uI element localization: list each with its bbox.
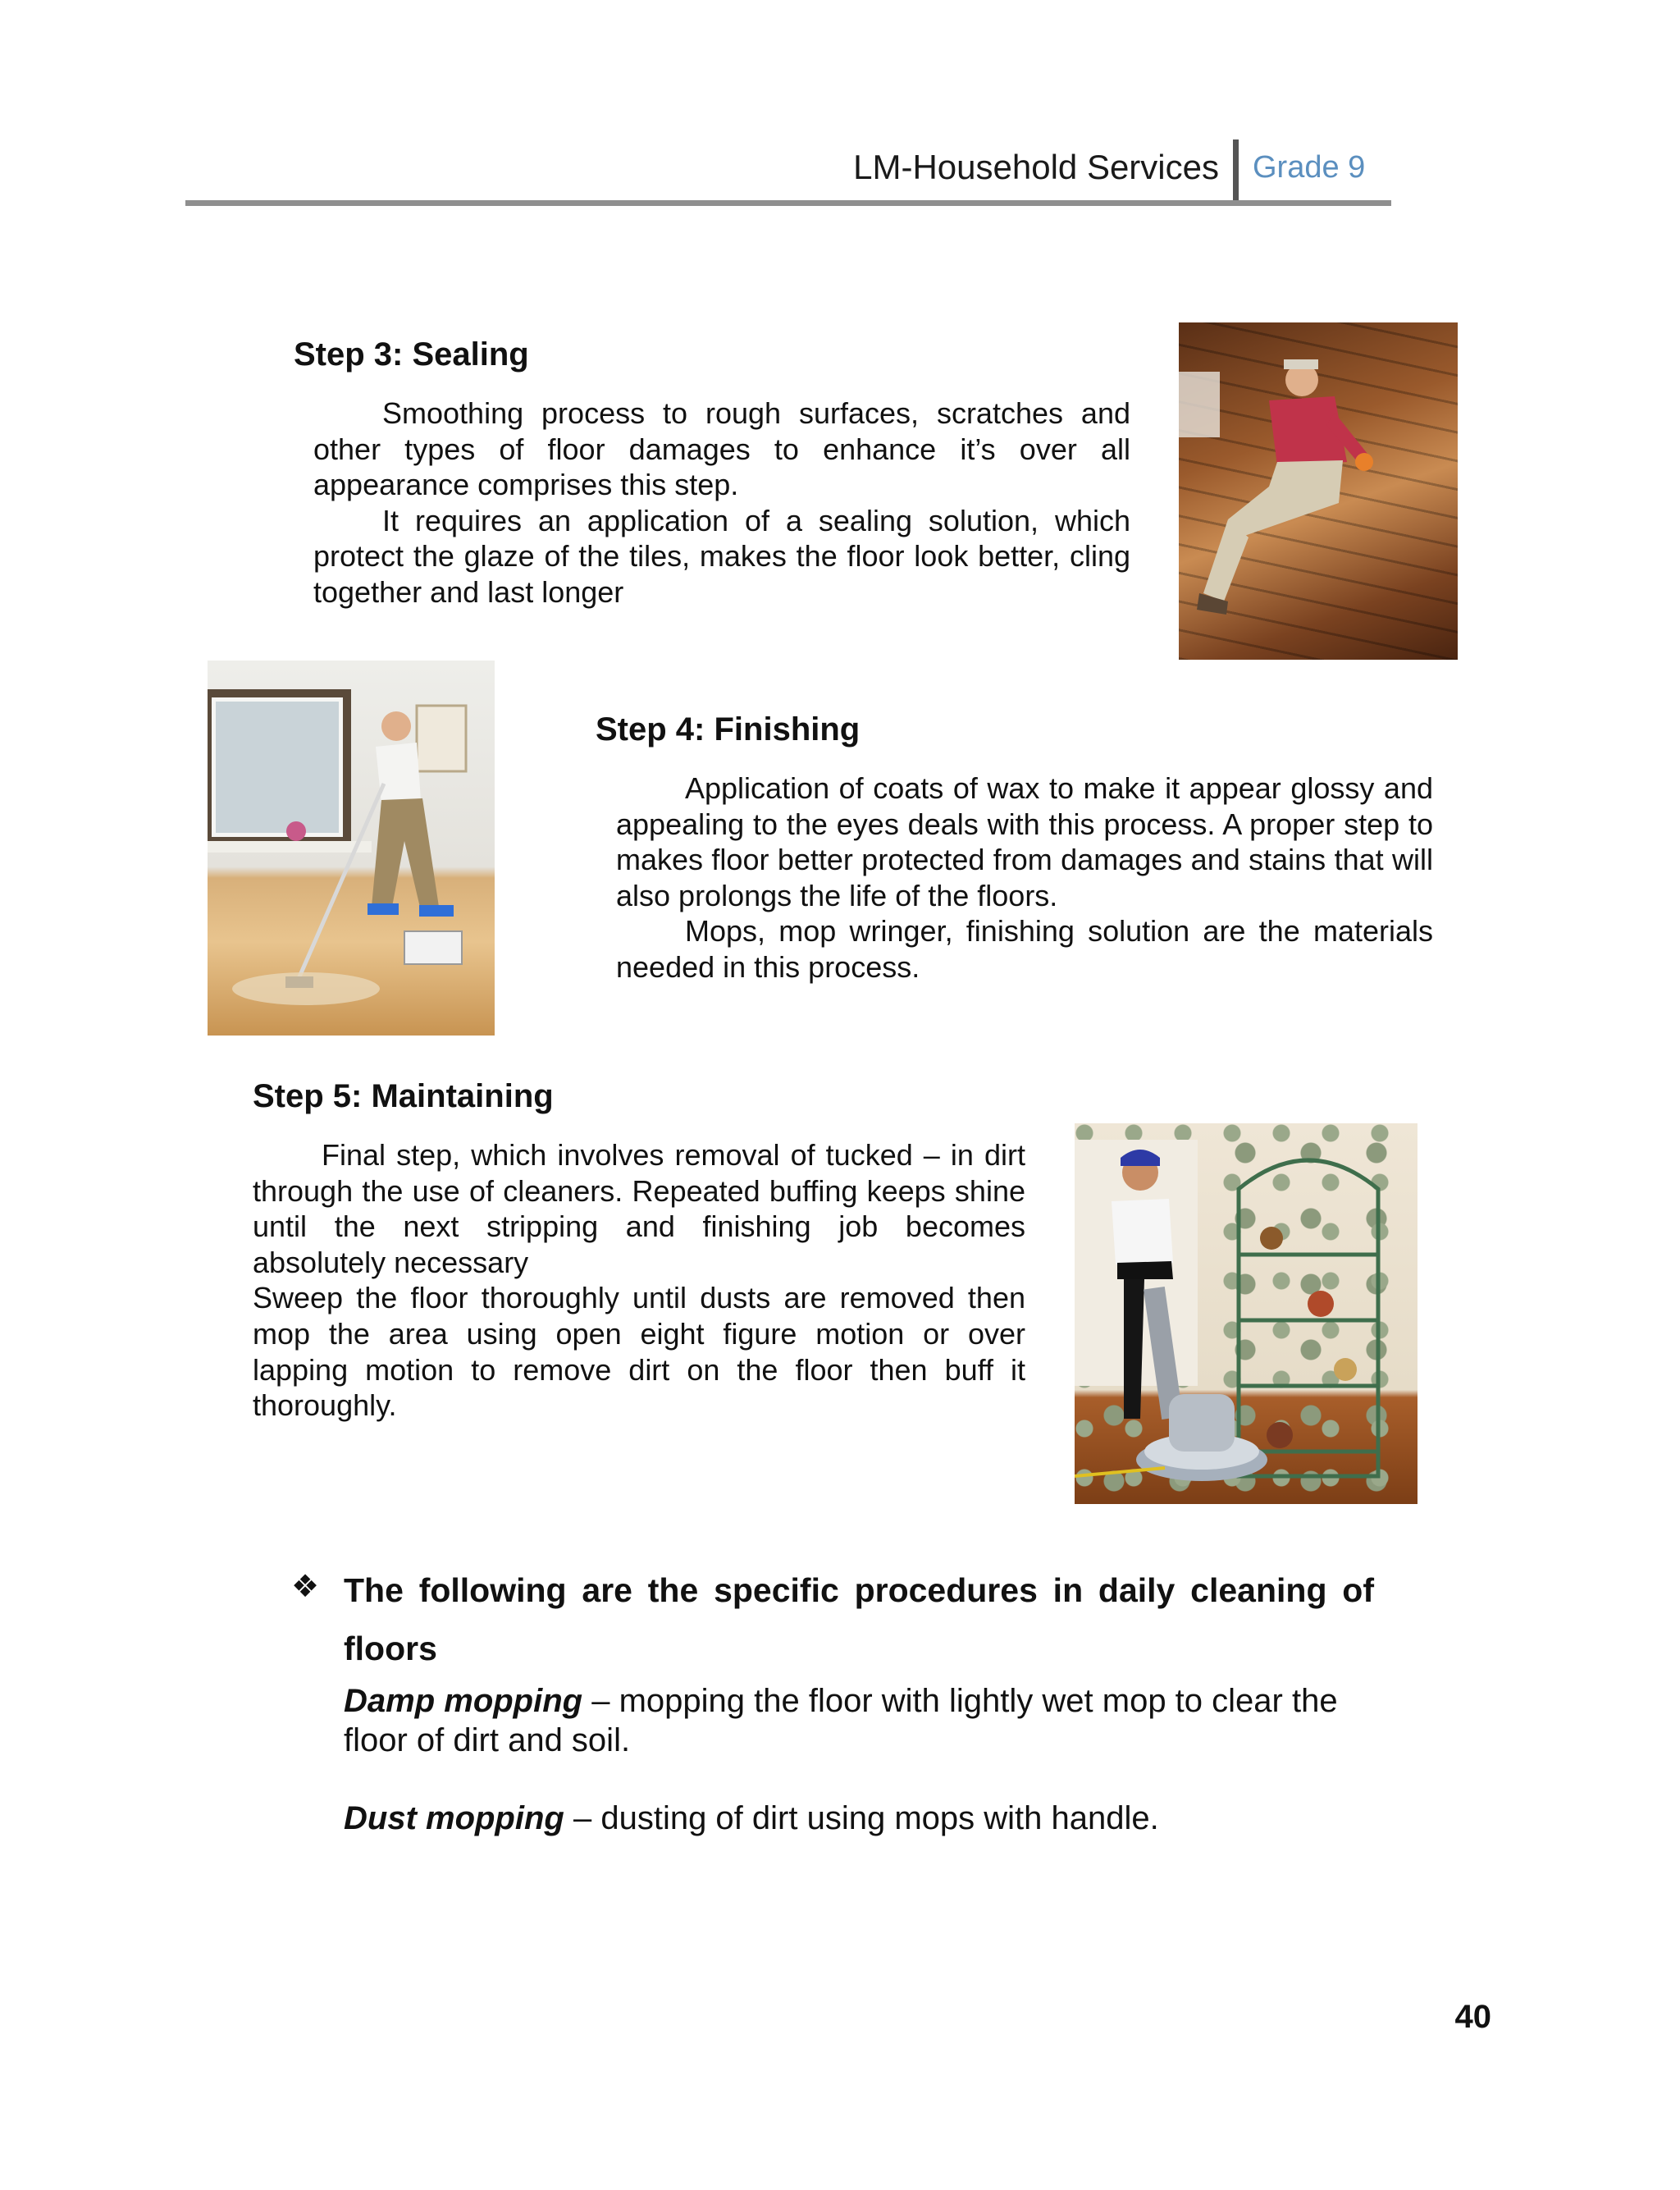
step5-paragraph-1: Final step, which involves removal of tucked – in dirt through the use of cleaners. Repeated buffing keeps shine until the next stripping and finishing job becomes absolutely necessary — [253, 1138, 1025, 1279]
header-grade: Grade 9 — [1253, 150, 1366, 185]
step5-paragraph-2: Sweep the floor thoroughly until dusts are removed then mop the area using open eight figure motion or over lapping motion to remove dirt on the floor then buff it thoroughly. — [253, 1281, 1025, 1423]
step5-heading: Step 5: Maintaining — [253, 1078, 554, 1114]
step3-body — [313, 395, 1130, 610]
step5-body — [253, 1137, 1025, 1424]
step4-paragraph-2: Mops, mop wringer, finishing solution are the materials needed in this process. — [616, 914, 1433, 984]
step4-body — [616, 770, 1433, 985]
procedure-definition: – mopping the floor with lightly wet mop to clear the floor of dirt and soil. — [344, 1683, 1338, 1758]
procedure-term: Damp mopping — [344, 1683, 583, 1719]
header-separator — [1233, 139, 1239, 203]
step3-heading: Step 3: Sealing — [294, 336, 529, 373]
sealing-photo — [1179, 322, 1458, 660]
procedure-item-dust-mopping — [344, 1799, 1377, 1838]
step3-paragraph-1: Smoothing process to rough surfaces, scratches and other types of floor damages to enhance it’s over all appearance comprises this step. — [313, 396, 1130, 502]
finishing-photo — [208, 661, 495, 1036]
procedure-term: Dust mopping — [344, 1800, 564, 1836]
procedure-definition: – dusting of dirt using mops with handle. — [564, 1800, 1159, 1836]
step4-heading: Step 4: Finishing — [596, 711, 861, 748]
page-number: 40 — [1454, 1999, 1491, 2035]
step3-paragraph-2: It requires an application of a sealing solution, which protect the glaze of the tiles, makes the floor look better, cling together and last longer — [313, 503, 1130, 609]
procedure-item-damp-mopping — [344, 1681, 1377, 1760]
header-rule — [185, 200, 1391, 206]
maintaining-photo — [1075, 1123, 1418, 1504]
procedures-intro: The following are the specific procedures in daily cleaning of floors — [344, 1571, 1374, 1667]
header-title: LM-Household Services — [853, 148, 1219, 186]
bullet-icon: ❖ — [291, 1570, 320, 1604]
step4-paragraph-1: Application of coats of wax to make it appear glossy and appealing to the eyes deals with this process. A proper step to makes floor better protected from damages and stains that will also prolongs the life of the floors. — [616, 771, 1433, 912]
